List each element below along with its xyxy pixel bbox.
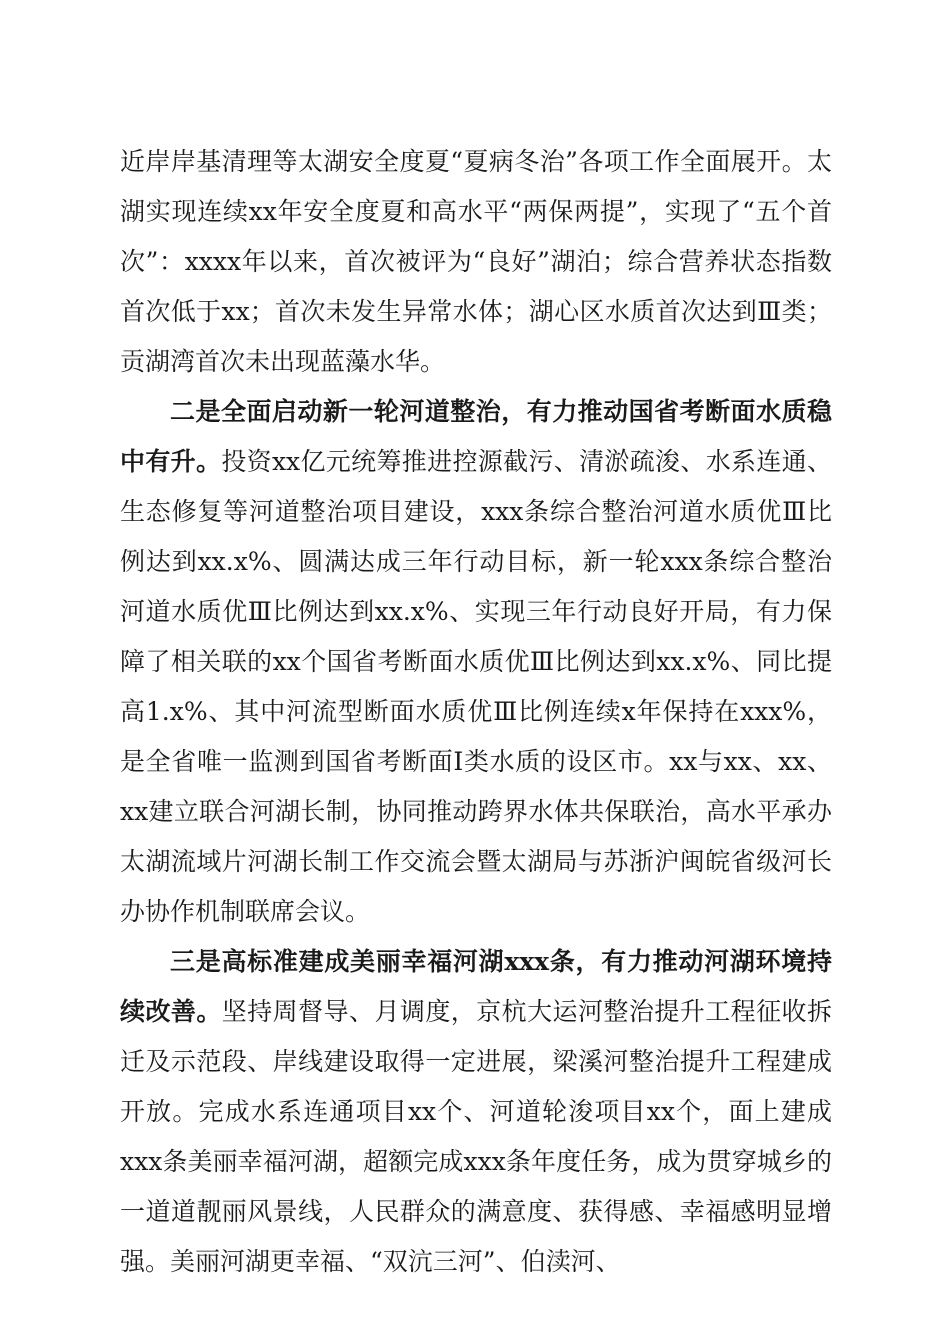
- document-body: [120, 137, 832, 1287]
- paragraph-continuation: [120, 137, 832, 387]
- paragraph-river-remediation: [120, 387, 832, 937]
- paragraph-2-body: 投资xx亿元统筹推进控源截污、清淤疏浚、水系连通、生态修复等河道整治项目建设，xxx条综合整治河道水质优Ⅲ比例达到xx.x%、圆满达成三年行动目标，新一轮xxx条综合整治河道水质优Ⅲ比例达到xx.x%、实现三年行动良好开局，有力保障了相关联的xx个国省考断面水质优Ⅲ比例达到xx.x%、同比提高1.x%、其中河流型断面水质优Ⅲ比例连续x年保持在xxx%，是全省唯一监测到国省考断面Ⅰ类水质的设区市。xx与xx、xx、xx建立联合河湖长制，协同推动跨界水体共保联治，高水平承办太湖流域片河湖长制工作交流会暨太湖局与苏浙沪闽皖省级河长办协作机制联席会议。: [120, 447, 832, 926]
- paragraph-1-body: 近岸岸基清理等太湖安全度夏“夏病冬治”各项工作全面展开。太湖实现连续xx年安全度夏和高水平“两保两提”，实现了“五个首次”：xxxx年以来，首次被评为“良好”湖泊；综合营养状态指数首次低于xx；首次未发生异常水体；湖心区水质首次达到Ⅲ类；贡湖湾首次未出现蓝藻水华。: [120, 147, 832, 376]
- paragraph-3-body: 坚持周督导、月调度，京杭大运河整治提升工程征收拆迁及示范段、岸线建设取得一定进展，梁溪河整治提升工程建成开放。完成水系连通项目xx个、河道轮浚项目xx个，面上建成xxx条美丽幸福河湖，超额完成xxx条年度任务，成为贯穿城乡的一道道靓丽风景线，人民群众的满意度、获得感、幸福感明显增强。美丽河湖更幸福、“双沆三河”、伯渎河、: [120, 997, 832, 1276]
- paragraph-beautiful-rivers: [120, 937, 832, 1287]
- paragraph-2-lead: 二是全面启动新一轮河道整治，有力推动国省考断面水质稳中有升。: [120, 397, 832, 476]
- paragraph-3-lead: 三是高标准建成美丽幸福河湖xxx条，有力推动河湖环境持续改善。: [120, 947, 832, 1026]
